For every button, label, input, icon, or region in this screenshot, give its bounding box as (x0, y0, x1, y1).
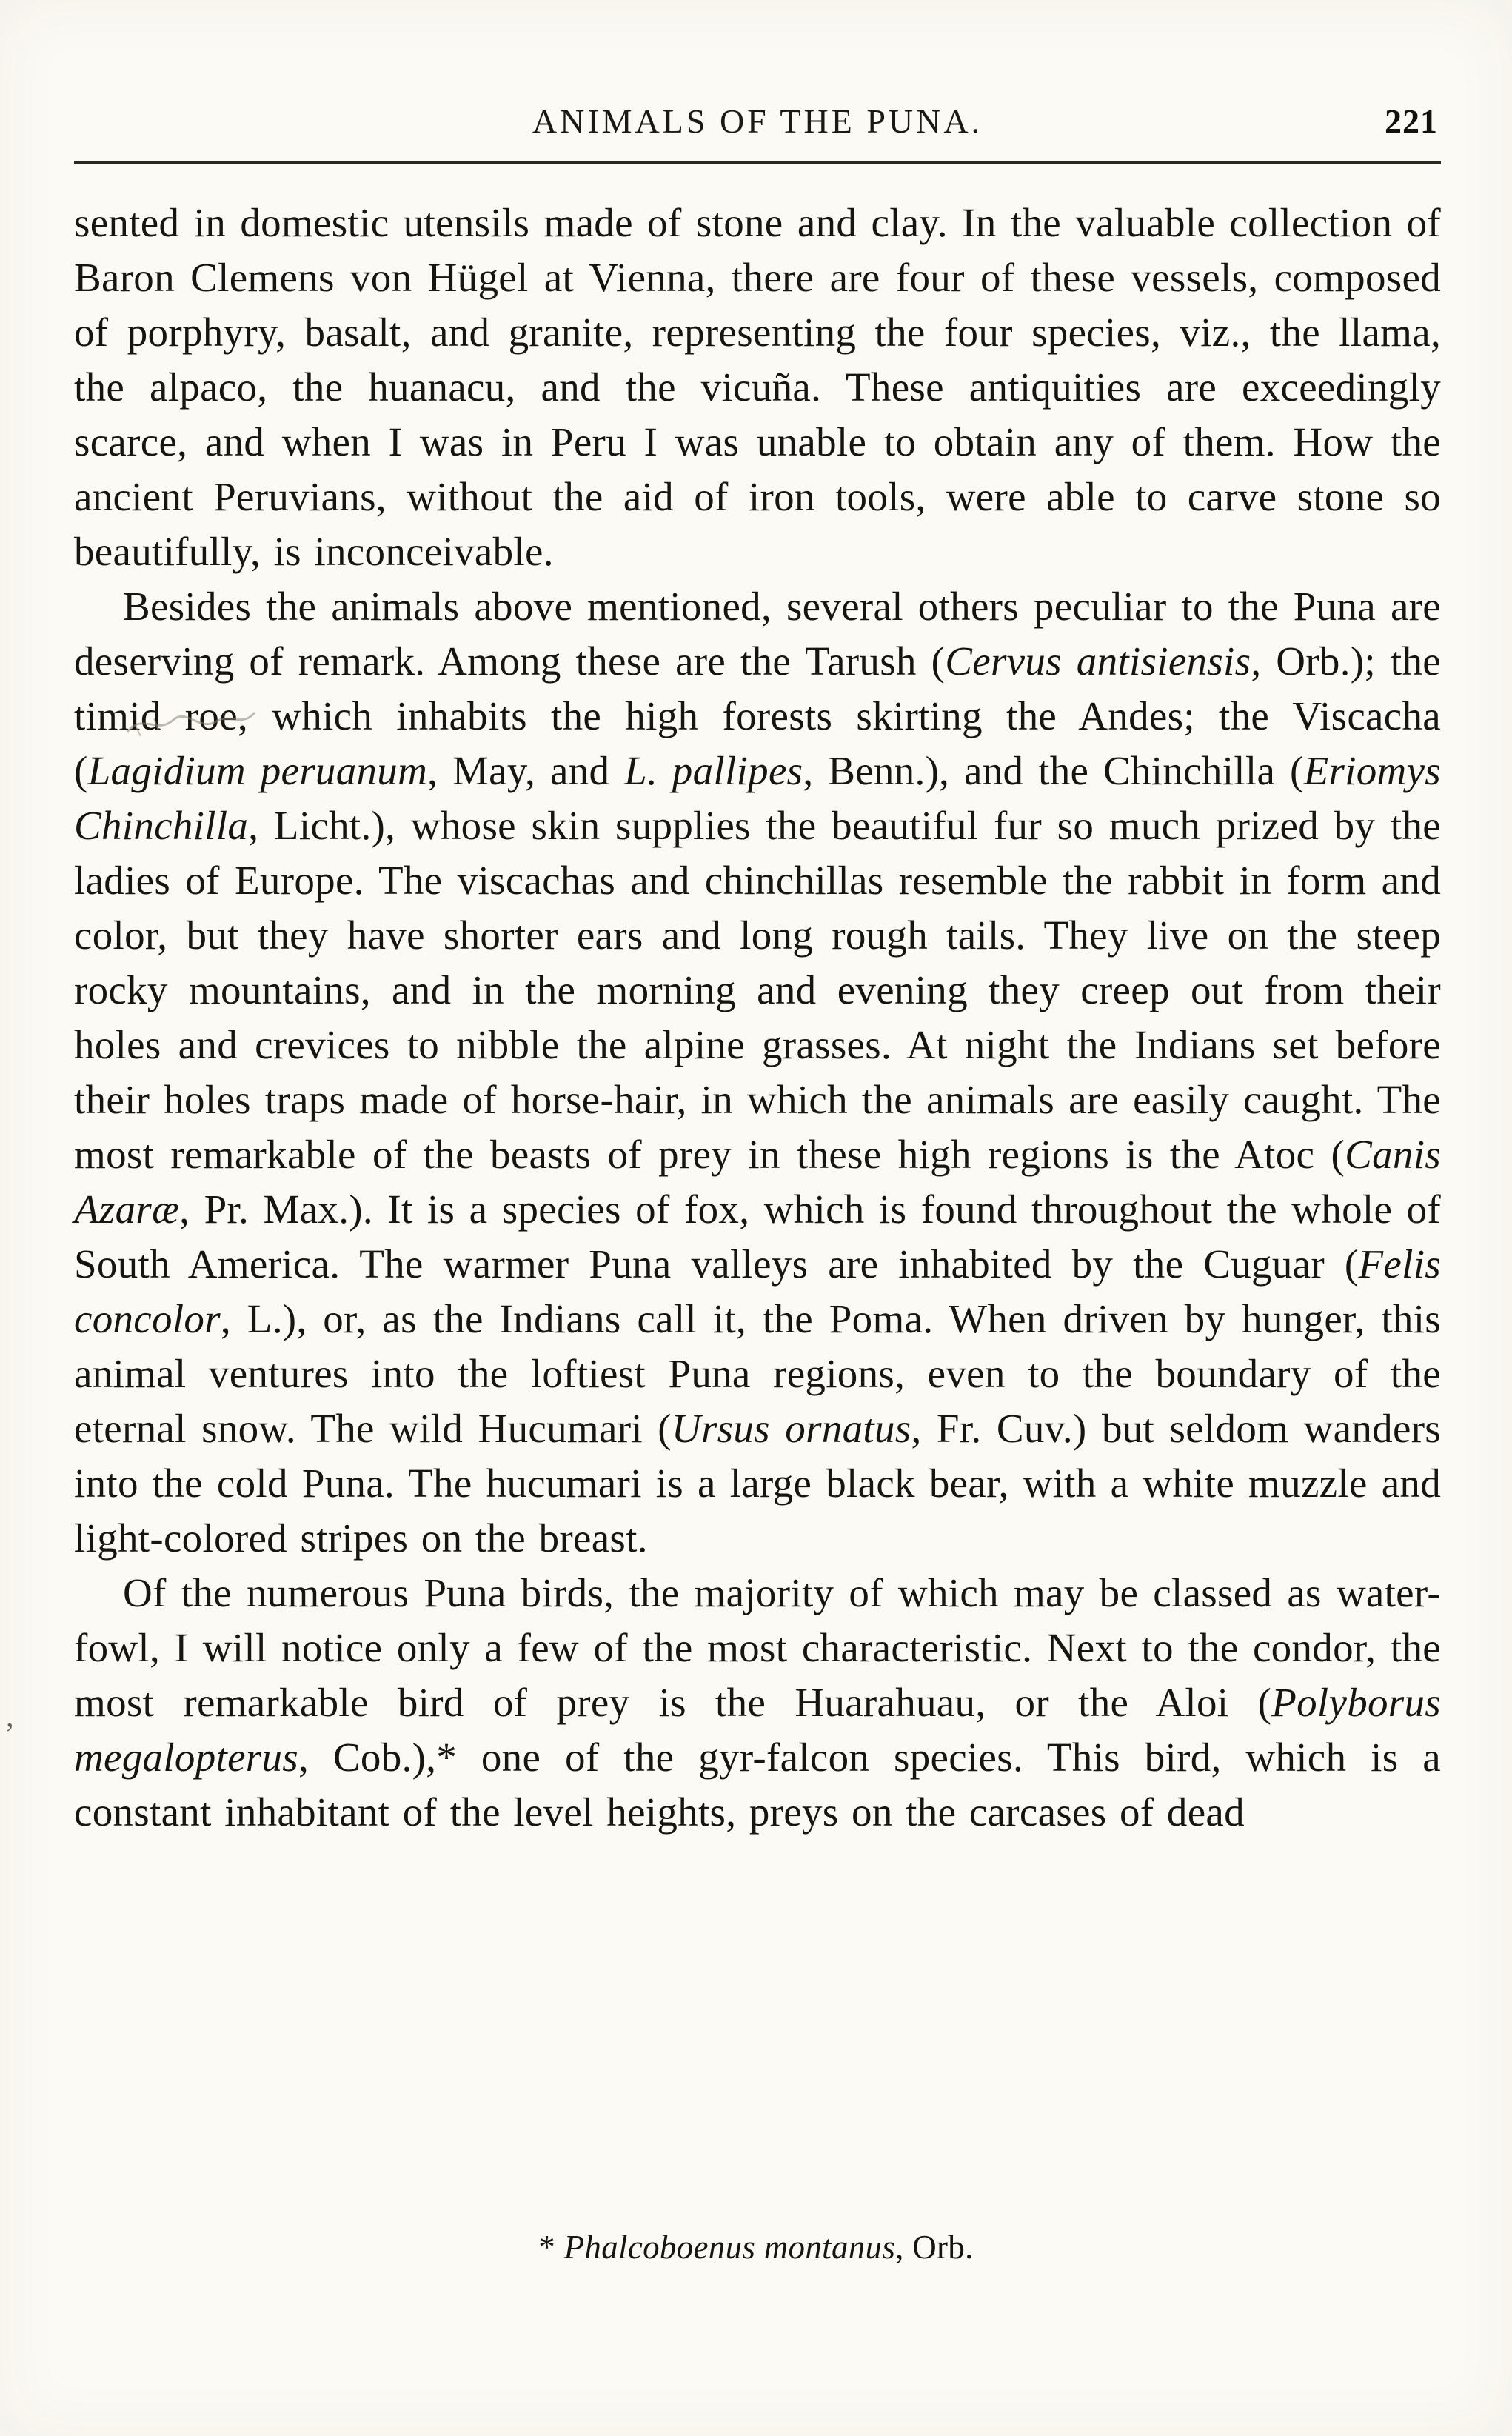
paragraph-animals: Besides the animals above mentioned, several others peculiar to the Puna are deserving of remark. Among these are the Tarush (Cervus antisiensis, Orb.); the timid roe, which inhabits the high forests skirting the Andes; the Viscacha (Lagidium peruanum, May, and L. pallipes, Benn.), and the Chinchilla (Eriomys Chinchilla, Licht.), whose skin supplies the beautiful fur so much prized by the ladies of Europe. The viscachas and chinchillas resemble the rabbit in form and color, but they have shorter ears and long rough tails. They live on the steep rocky mountains, and in the morning and evening they creep out from their holes and crevices to nibble the alpine grasses. At night the Indians set before their holes traps made of horse-hair, in which the animals are easily caught. The most remarkable of the beasts of prey in these high regions is the Atoc (Canis Azaræ, Pr. Max.). It is a species of fox, which is found throughout the whole of South America. The warmer Puna valleys are inhabited by the Cuguar (Felis concolor, L.), or, as the Indians call it, the Poma. When driven by hunger, this animal ventures into the loftiest Puna regions, even to the boundary of the eternal snow. The wild Hucumari (Ursus ornatus, Fr. Cuv.) but seldom wanders into the cold Puna. The hucumari is a large black bear, with a white muzzle and light-colored stripes on the breast. (74, 584, 1442, 1561)
running-header-title: ANIMALS OF THE PUNA. (532, 102, 983, 140)
body-text (74, 196, 1441, 1840)
page-edge-mark-artifact: ’ (4, 1718, 15, 1752)
header-rule (74, 161, 1441, 164)
running-header (74, 102, 1441, 141)
pencil-mark-artifact (124, 702, 258, 741)
paragraph-continuation: sented in domestic utensils made of stone and clay. In the valuable collection of Baron Clemens von Hügel at Vienna, there are four of these vessels, composed of porphyry, basalt, and granite, representing the four species, viz., the llama, the alpaco, the huanacu, and the vicuña. These antiquities are exceedingly scarce, and when I was in Peru I was unable to obtain any of them. How the ancient Peruvians, without the aid of iron tools, were able to carve stone so beautifully, is inconceivable. (74, 200, 1441, 574)
footnote: * Phalcoboenus montanus, Orb. (538, 2229, 974, 2266)
page-number: 221 (1385, 102, 1438, 140)
paragraph-birds: Of the numerous Puna birds, the majority of which may be classed as water-fowl, I will notice only a few of the most characteristic. Next to the condor, the most remarkable bird of prey is the Huarahuau, or the Aloi (Polyborus megalopterus, Cob.),* one of the gyr-falcon species. This bird, which is a constant inhabitant of the level heights, preys on the carcases of dead (74, 1570, 1441, 1835)
